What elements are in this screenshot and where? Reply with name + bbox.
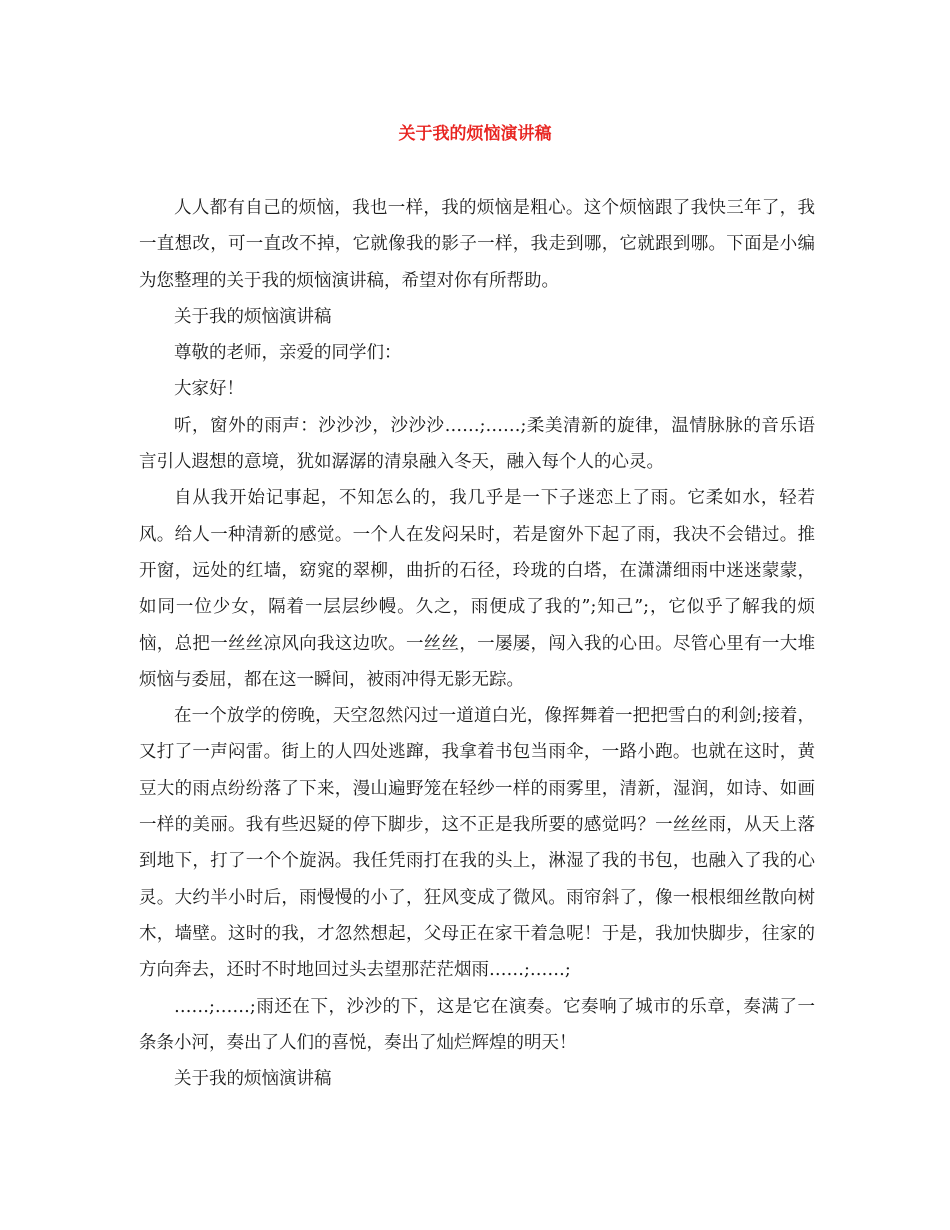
paragraph-memory: 自从我开始记事起，不知怎么的，我几乎是一下子迷恋上了雨。它柔如水，轻若风。给人一种清新的感觉。一个人在发闷呆时，若是窗外下起了雨，我决不会错过。推开窗，远处的红墙，窈窕的翠柳，曲折的石径，玲珑的白塔，在潇潇细雨中迷迷蒙蒙，如同一位少女，隔着一层层纱幔。久之，雨便成了我的”;知己”;，它似乎了解我的烦恼，总把一丝丝凉风向我这边吹。一丝丝，一屡屡，闯入我的心田。尽管心里有一大堆烦恼与委屈，都在这一瞬间，被雨冲得无影无踪。: [139, 488, 815, 690]
paragraph-closing: ……;……;雨还在下，沙沙的下，这是它在演奏。它奏响了城市的乐章，奏满了一条条小河，奏出了人们的喜悦，奏出了灿烂辉煌的明天！: [139, 996, 815, 1053]
paragraph-salutation: 尊敬的老师，亲爱的同学们：: [174, 343, 402, 364]
document-title: 关于我的烦恼演讲稿: [398, 124, 552, 144]
paragraph-heading-repeat: 关于我的烦恼演讲稿: [174, 1069, 332, 1090]
paragraph-greeting: 大家好！: [174, 379, 244, 400]
paragraph-intro: 人人都有自己的烦恼，我也一样，我的烦恼是粗心。这个烦恼跟了我快三年了，我一直想改，可一直改不掉，它就像我的影子一样，我走到哪，它就跟到哪。下面是小编为您整理的关于我的烦恼演讲稿，希望对你有所帮助。: [139, 198, 815, 291]
paragraph-evening: 在一个放学的傍晚，天空忽然闪过一道道白光，像挥舞着一把把雪白的利剑;接着，又打了一声闷雷。街上的人四处逃蹿，我拿着书包当雨伞，一路小跑。也就在这时，黄豆大的雨点纷纷落了下来，漫山遍野笼在轻纱一样的雨雾里，清新，湿润，如诗、如画一样的美丽。我有些迟疑的停下脚步，这不正是我所要的感觉吗？一丝丝雨，从天上落到地下，打了一个个旋涡。我任凭雨打在我的头上，淋湿了我的书包，也融入了我的心灵。大约半小时后，雨慢慢的小了，狂风变成了微风。雨帘斜了，像一根根细丝散向树木，墙壁。这时的我，才忽然想起，父母正在家干着急呢！于是，我加快脚步，往家的方向奔去，还时不时地回过头去望那茫茫烟雨……;……;: [139, 706, 815, 981]
paragraph-rain-sound: 听，窗外的雨声：沙沙沙，沙沙沙……;……;柔美清新的旋律，温情脉脉的音乐语言引人遐想的意境，犹如潺潺的清泉融入冬天，融入每个人的心灵。: [139, 415, 815, 473]
document-body: [139, 190, 815, 1097]
paragraph-heading: 关于我的烦恼演讲稿: [174, 306, 332, 327]
